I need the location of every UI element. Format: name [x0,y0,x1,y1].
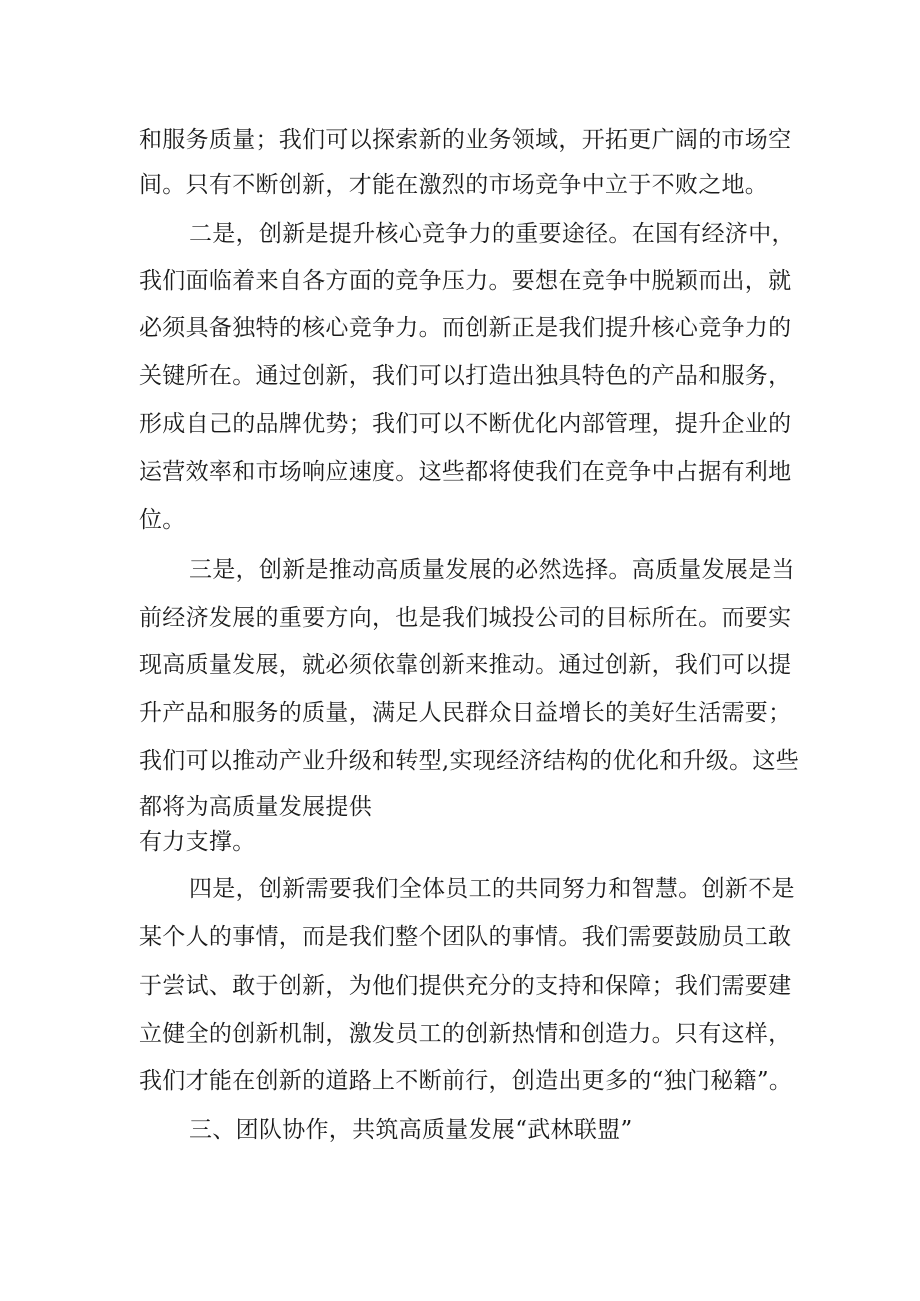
text-line: 形成自己的品牌优势；我们可以不断优化内部管理，提升企业的 [139,411,792,437]
text-line: 运营效率和市场响应速度。这些都将使我们在竞争中占据有利地 [139,459,792,485]
text-line: 我们面临着来自各方面的竞争压力。要想在竞争中脱颖而出，就 [139,268,792,294]
text-line: 我们才能在创新的道路上不断前行，创造出更多的“独门秘籍”。 [139,1068,793,1094]
text-line: 关键所在。通过创新，我们可以打造出独具特色的产品和服务， [139,363,792,389]
text-line: 现高质量发展，就必须依靠创新来推动。通过创新，我们可以提 [139,652,792,678]
section-heading: 三、团队协作，共筑高质量发展“武林联盟” [189,1117,633,1143]
text-line: 立健全的创新机制，激发员工的创新热情和创造力。只有这样， [139,1021,792,1047]
text-line: 和服务质量；我们可以探索新的业务领域，开拓更广阔的市场空 [139,127,792,153]
text-line: 位。 [139,507,186,533]
text-line: 我们可以推动产业升级和转型,实现经济结构的优化和升级。这些 [139,748,800,774]
text-line: 间。只有不断创新，才能在激烈的市场竞争中立于不败之地。 [139,172,769,198]
text-line: 前经济发展的重要方向，也是我们城投公司的目标所在。而要实 [139,605,792,631]
text-line: 某个人的事情，而是我们整个团队的事情。我们需要鼓励员工敢 [139,924,792,950]
paragraph-first-line: 三是，创新是推动高质量发展的必然选择。高质量发展是当 [189,557,795,583]
text-line: 有力支撑。 [139,829,256,855]
text-line: 都将为高质量发展提供 [139,794,372,820]
text-line: 升产品和服务的质量，满足人民群众日益增长的美好生活需要； [139,700,792,726]
text-line: 于尝试、敢于创新，为他们提供充分的支持和保障；我们需要建 [139,973,792,999]
paragraph-first-line: 二是，创新是提升核心竞争力的重要途径。在国有经济中， [189,221,795,247]
paragraph-first-line: 四是，创新需要我们全体员工的共同努力和智慧。创新不是 [189,876,795,902]
text-line: 必须具备独特的核心竞争力。而创新正是我们提升核心竞争力的 [139,315,792,341]
